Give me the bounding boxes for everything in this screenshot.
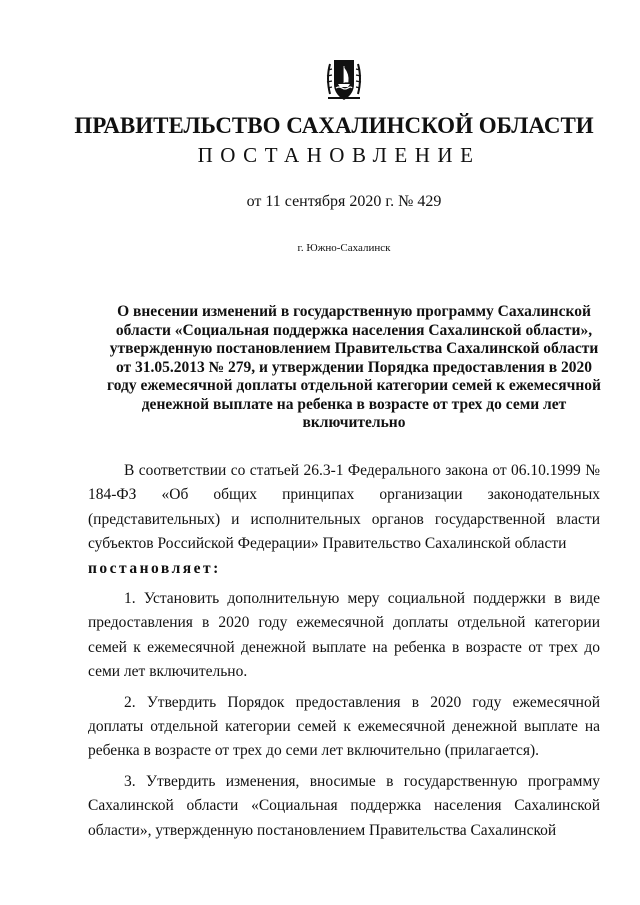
document-subject: О внесении изменений в государственную программу Сахалинской области «Социальная поддержка населения Сахалинской области», утвержденную постановлением Правительства Сахалинской области от 31.05.2013 № 279, и утверждении Порядка предоставления в 2020 году ежемесячной доплаты отдельной категории семей к ежемесячной денежной выплате на ребенка в возрасте от трех до семи лет включительно xyxy=(107,303,601,431)
government-title: ПРАВИТЕЛЬСТВО САХАЛИНСКОЙ ОБЛАСТИ xyxy=(74,113,594,138)
resolves-paragraph xyxy=(88,557,600,581)
preamble-paragraph: В соответствии со статьей 26.3-1 Федерального закона от 06.10.1999 № 184-ФЗ «Об общих принципах организации законодательных (представительных) и исполнительных органов государственной власти субъектов Российской Федерации» Правительство Сахалинской области xyxy=(88,462,600,553)
resolves-word: постановляет: xyxy=(88,559,221,577)
resolution-item-3: 3. Утвердить изменения, вносимые в государственную программу Сахалинской области «Социальная поддержка населения Сахалинской области», утвержденную постановлением Правительства Сахалинской xyxy=(88,772,600,839)
document-type: ПОСТАНОВЛЕНИЕ xyxy=(197,143,481,167)
document-body xyxy=(88,459,600,843)
document-city: г. Южно-Сахалинск xyxy=(297,242,391,254)
resolution-item-2: 2. Утвердить Порядок предоставления в 2020 году ежемесячной доплаты отдельной категории семей к ежемесячной денежной выплате на ребенка в возрасте от трех до семи лет включительно (прилагается). xyxy=(88,693,600,760)
resolution-item-1: 1. Установить дополнительную меру социальной поддержки в виде предоставления в 2020 году ежемесячной доплаты отдельной категории семей к ежемесячной денежной выплате на ребенка в возрасте от трех до семи лет включительно. xyxy=(88,590,600,681)
coat-of-arms-icon xyxy=(318,54,370,104)
document-date-number: от 11 сентября 2020 г. № 429 xyxy=(246,193,442,210)
